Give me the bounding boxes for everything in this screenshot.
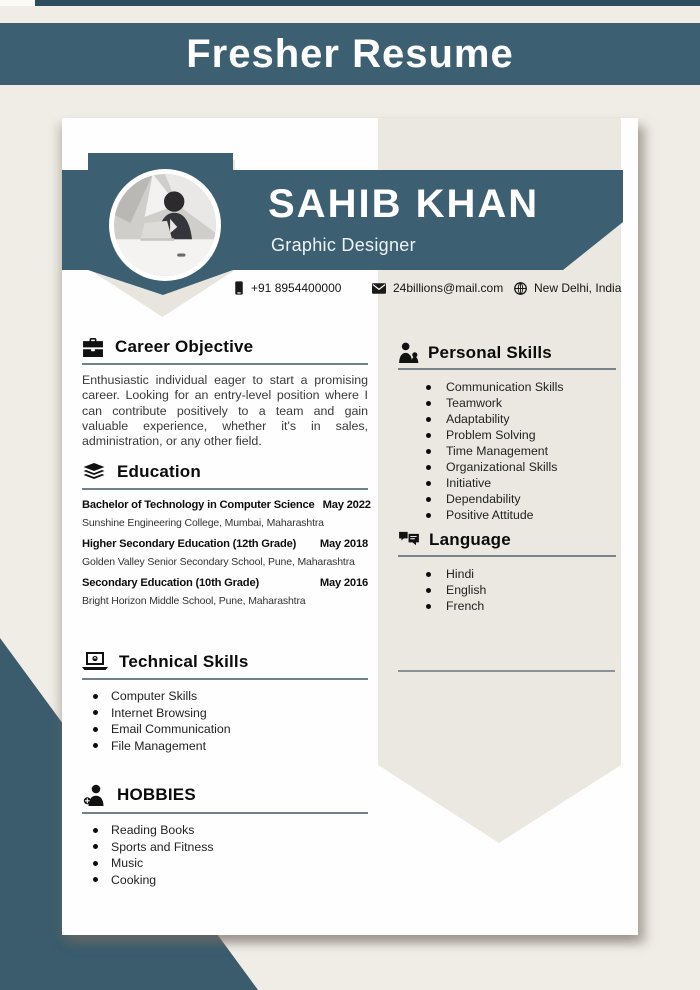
contact-email (372, 279, 503, 297)
bullet-dot (93, 743, 98, 748)
section-technical-skills (82, 652, 368, 754)
education-title: Education (117, 462, 201, 481)
bullet-dot (426, 433, 431, 438)
top-edge-strip (35, 0, 700, 6)
language-title: Language (429, 530, 511, 549)
right-column-divider (398, 670, 615, 672)
list-item: Music (93, 855, 368, 872)
list-item: Problem Solving (426, 427, 616, 443)
career-objective-title: Career Objective (115, 337, 254, 356)
bullet-dot (93, 727, 98, 732)
phone-icon (234, 281, 244, 295)
bullet-dot (93, 877, 98, 882)
candidate-name: SAHIB KHAN (268, 182, 540, 226)
section-personal-skills (398, 342, 616, 523)
list-item: Hindi (426, 566, 616, 582)
laptop-icon (82, 652, 108, 672)
person-icon (398, 342, 419, 363)
education-entry (82, 538, 368, 568)
page-banner (0, 23, 700, 85)
school: Golden Valley Senior Secondary School, Pune, Maharashtra (82, 556, 355, 568)
career-objective-text: Enthusiastic individual eager to start a promising career. Looking for an entry-level position where I can contribute positively to a team and gain valuable experience, whether it's in sales, administration, or any other field. (82, 373, 368, 448)
contact-location (514, 279, 621, 297)
degree-date: May 2018 (319, 538, 368, 550)
list-item: Cooking (93, 872, 368, 889)
profile-photo-image (114, 174, 216, 276)
hobbies-title: HOBBIES (117, 785, 196, 804)
career-objective-header (82, 337, 368, 365)
bullet-dot (426, 401, 431, 406)
degree-date: May 2022 (322, 499, 371, 511)
bullet-dot (93, 861, 98, 866)
top-edge-corner (0, 0, 35, 6)
list-item: Sports and Fitness (93, 839, 368, 856)
bullet-dot (426, 513, 431, 518)
list-item: Initiative (426, 475, 616, 491)
contact-phone-text: +91 8954400000 (251, 281, 342, 295)
list-item: Positive Attitude (426, 507, 616, 523)
technical-skills-title: Technical Skills (119, 652, 249, 671)
section-hobbies (82, 784, 368, 888)
list-item: Time Management (426, 443, 616, 459)
education-entry (82, 499, 371, 529)
school: Sunshine Engineering College, Mumbai, Maharashtra (82, 517, 324, 529)
list-item: Dependability (426, 491, 616, 507)
degree: Higher Secondary Education (12th Grade) (82, 538, 297, 550)
list-item: Reading Books (93, 822, 368, 839)
candidate-title: Graphic Designer (271, 235, 416, 255)
briefcase-icon (82, 338, 104, 357)
bullet-dot (93, 710, 98, 715)
education-header (82, 462, 368, 490)
language-header (398, 530, 616, 557)
list-item: Adaptability (426, 411, 616, 427)
technical-skills-list (82, 688, 368, 754)
list-item: French (426, 598, 616, 614)
personal-skills-header (398, 342, 616, 370)
section-language (398, 530, 616, 614)
degree: Secondary Education (10th Grade) (82, 577, 259, 589)
bullet-dot (93, 844, 98, 849)
bullet-dot (426, 481, 431, 486)
personal-skills-title: Personal Skills (428, 342, 552, 362)
list-item: Computer Skills (93, 688, 368, 705)
bullet-dot (93, 828, 98, 833)
bullet-dot (426, 497, 431, 502)
section-career-objective (82, 337, 368, 449)
contact-phone (234, 279, 341, 297)
chat-bubbles-icon (398, 531, 420, 549)
email-icon (372, 283, 386, 294)
location-icon (514, 282, 527, 295)
degree-date: May 2016 (319, 577, 368, 589)
hobbies-header (82, 784, 368, 814)
contact-location-text: New Delhi, India (534, 281, 622, 295)
bullet-dot (93, 694, 98, 699)
list-item: Internet Browsing (93, 705, 368, 722)
bullet-dot (426, 417, 431, 422)
list-item: English (426, 582, 616, 598)
list-item: File Management (93, 738, 368, 755)
bullet-dot (426, 385, 431, 390)
technical-skills-header (82, 652, 368, 680)
bullet-dot (426, 465, 431, 470)
resume-page (62, 118, 638, 935)
list-item: Email Communication (93, 721, 368, 738)
section-education (82, 462, 371, 607)
bullet-dot (426, 588, 431, 593)
books-icon (82, 463, 106, 482)
list-item: Organizational Skills (426, 459, 616, 475)
hobbies-list (82, 822, 368, 888)
list-item: Communication Skills (426, 379, 616, 395)
profile-photo (109, 169, 221, 281)
page-banner-title: Fresher Resume (186, 31, 514, 76)
bullet-dot (426, 449, 431, 454)
person-music-icon (82, 784, 106, 806)
list-item: Teamwork (426, 395, 616, 411)
language-list (398, 566, 616, 614)
bullet-dot (426, 572, 431, 577)
bullet-dot (426, 604, 431, 609)
personal-skills-list (398, 379, 616, 523)
degree: Bachelor of Technology in Computer Science (82, 499, 315, 511)
contact-email-text: 24billions@mail.com (393, 281, 504, 295)
education-entry (82, 577, 368, 607)
school: Bright Horizon Middle School, Pune, Maharashtra (82, 595, 306, 607)
